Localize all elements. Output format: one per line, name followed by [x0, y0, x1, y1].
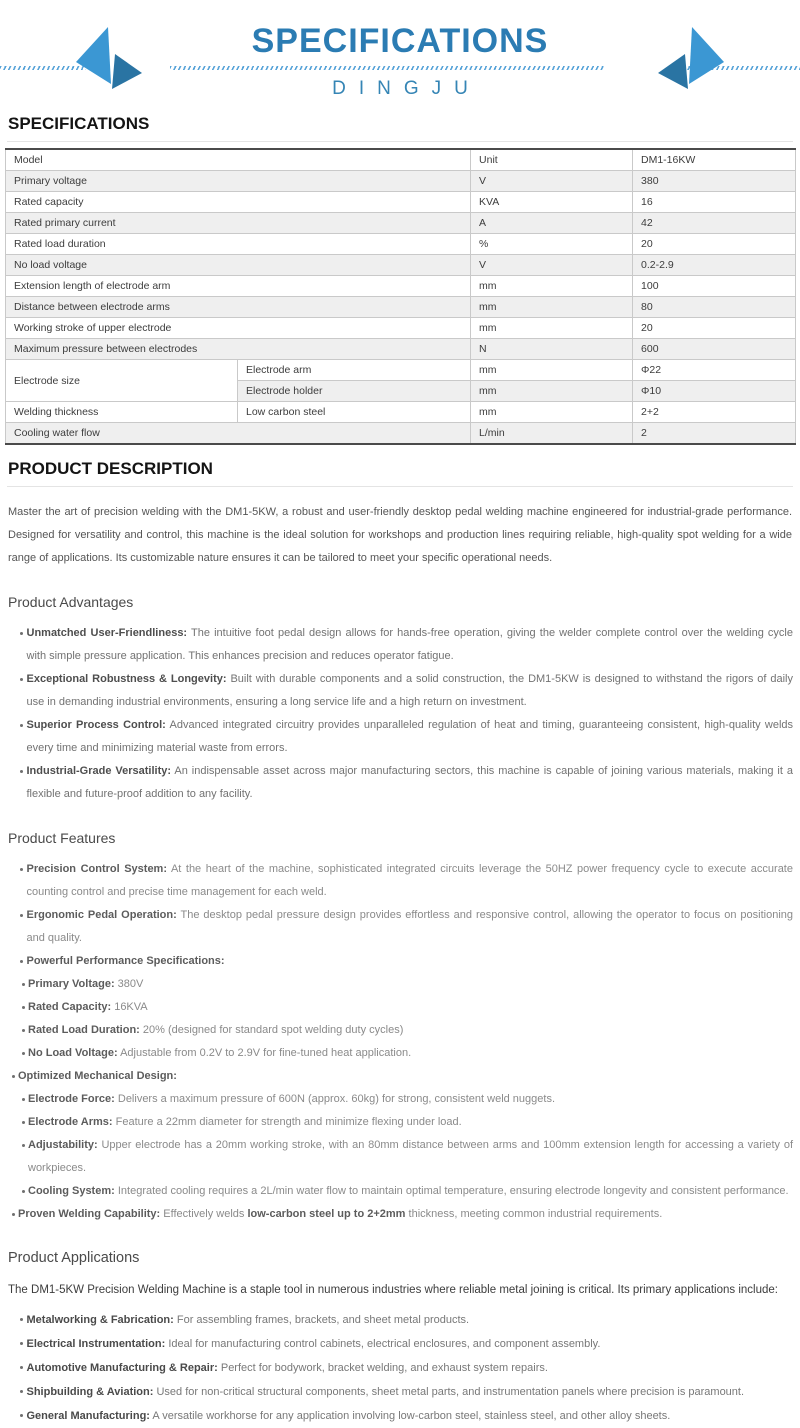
table-cell: mm [471, 318, 633, 339]
table-cell: mm [471, 297, 633, 318]
list-item [7, 1019, 793, 1042]
list-item [7, 1111, 793, 1134]
table-cell: Low carbon steel [238, 402, 471, 423]
bullet-dot-icon [22, 1144, 25, 1147]
table-cell: 42 [633, 213, 796, 234]
table-cell: V [471, 171, 633, 192]
bullet-dot-icon [20, 914, 23, 917]
table-cell: 20 [633, 234, 796, 255]
applications-intro: The DM1-5KW Precision Welding Machine is a staple tool in numerous industries where reliable metal joining is critical. Its primary applications include: [8, 1284, 778, 1296]
table-cell: Extension length of electrode arm [6, 276, 471, 297]
list-item-label: Metalworking & Fabrication: [26, 1314, 174, 1326]
dashed-line-middle [170, 66, 604, 70]
table-cell: 80 [633, 297, 796, 318]
bullet-dot-icon [20, 770, 23, 773]
table-cell: Cooling water flow [6, 423, 471, 445]
table-row [6, 213, 796, 234]
table-cell: Rated primary current [6, 213, 471, 234]
list-item-label: Precision Control System: [26, 863, 168, 875]
bullet-dot-icon [12, 1075, 15, 1078]
list-item-label: Industrial-Grade Versatility: [26, 765, 172, 777]
table-cell: 0.2-2.9 [633, 255, 796, 276]
list-item-label: Superior Process Control: [26, 719, 166, 731]
table-row [6, 318, 796, 339]
list-item [7, 668, 793, 714]
list-item [7, 858, 793, 904]
list-item-label: Unmatched User-Friendliness: [26, 627, 188, 639]
bullet-dot-icon [20, 1366, 23, 1369]
divider-under-description [7, 486, 793, 487]
list-item [7, 1065, 793, 1088]
list-item-label: Primary Voltage: [28, 978, 115, 990]
table-cell: V [471, 255, 633, 276]
description-intro: Master the art of precision welding with the DM1-5KW, a robust and user-friendly desktop pedal welding machine engineered for industrial-grade performance. Designed for versatility and control, this machine is the ideal solution for workshops and production lines requiring reliable, high-quality spot welding for a wide range of applications. Its customizable nature ensures it can be tailored to meet your specific operational needs. [8, 506, 792, 564]
list-item-text: 20% (designed for standard spot welding duty cycles) [139, 1024, 404, 1036]
table-row [6, 149, 796, 171]
table-row [6, 255, 796, 276]
bullet-dot-icon [20, 960, 23, 963]
table-cell: Φ22 [633, 360, 796, 381]
list-item-label: Electrode Arms: [28, 1116, 113, 1128]
table-cell: Working stroke of upper electrode [6, 318, 471, 339]
table-cell: KVA [471, 192, 633, 213]
table-row [6, 402, 796, 423]
list-item-text: The intuitive foot pedal design allows for hands-free operation, giving the welder complete control over the welding cycle with simple pressure application. This enhances precision and reduces operator fatigue. [26, 627, 793, 662]
list-item-label: Shipbuilding & Aviation: [26, 1386, 154, 1398]
table-cell: 100 [633, 276, 796, 297]
table-cell: 16 [633, 192, 796, 213]
specifications-heading: SPECIFICATIONS [8, 114, 150, 133]
banner-title: SPECIFICATIONS [251, 22, 549, 60]
table-cell: Rated load duration [6, 234, 471, 255]
table-row [6, 171, 796, 192]
product-description-heading: PRODUCT DESCRIPTION [8, 459, 213, 478]
page-header [0, 0, 800, 108]
list-item-label: Electrical Instrumentation: [26, 1338, 166, 1350]
table-cell: 2 [633, 423, 796, 445]
table-cell: 2+2 [633, 402, 796, 423]
table-cell: L/min [471, 423, 633, 445]
bullet-dot-icon [22, 1190, 25, 1193]
table-cell: mm [471, 276, 633, 297]
table-cell: Unit [471, 149, 633, 171]
table-cell: Electrode arm [238, 360, 471, 381]
features-list [7, 858, 793, 1226]
table-cell: Electrode holder [238, 381, 471, 402]
list-item-text: Adjustable from 0.2V to 2.9V for fine-tuned heat application. [117, 1047, 412, 1059]
list-item-text: Ideal for manufacturing control cabinets, electrical enclosures, and component assembly. [165, 1338, 601, 1350]
list-item [7, 1308, 793, 1332]
list-item-label: Electrode Force: [28, 1093, 115, 1105]
table-row [6, 297, 796, 318]
table-cell: Model [6, 149, 471, 171]
list-item-label: Optimized Mechanical Design: [18, 1070, 177, 1082]
table-row [6, 339, 796, 360]
bullet-dot-icon [22, 1052, 25, 1055]
list-item [7, 1134, 793, 1180]
list-item [7, 996, 793, 1019]
table-cell: mm [471, 381, 633, 402]
applications-heading: Product Applications [8, 1250, 140, 1266]
spec-table [5, 148, 796, 445]
list-item-label: Rated Load Duration: [28, 1024, 140, 1036]
list-item-label: Proven Welding Capability: [18, 1208, 161, 1220]
list-item-label: General Manufacturing: [26, 1410, 150, 1422]
table-cell: DM1-16KW [633, 149, 796, 171]
bullet-dot-icon [20, 1342, 23, 1345]
table-cell: Primary voltage [6, 171, 471, 192]
list-item-text: Feature a 22mm diameter for strength and minimize flexing under load. [112, 1116, 462, 1128]
list-item [7, 760, 793, 806]
table-cell: Maximum pressure between electrodes [6, 339, 471, 360]
table-cell: 600 [633, 339, 796, 360]
list-item [7, 1088, 793, 1111]
list-item-label: Ergonomic Pedal Operation: [26, 909, 177, 921]
list-item-label: Cooling System: [28, 1185, 115, 1197]
bullet-dot-icon [20, 868, 23, 871]
list-item-text: thickness, meeting common industrial requirements. [405, 1208, 663, 1220]
applications-list [7, 1308, 793, 1428]
list-item-text: Used for non-critical structural components, sheet metal parts, and instrumentation panels where precision is paramount. [153, 1386, 745, 1398]
list-item-text: Built with durable components and a solid construction, the DM1-5KW is designed to withstand the rigors of daily use in demanding industrial environments, ensuring a long service life and a high return on investment. [26, 673, 794, 708]
table-cell: mm [471, 360, 633, 381]
page-content [0, 114, 800, 1428]
bullet-dot-icon [22, 1006, 25, 1009]
table-cell: Electrode size [6, 360, 238, 402]
list-item-label: Powerful Performance Specifications: [26, 955, 225, 967]
list-item-text: Perfect for bodywork, bracket welding, and exhaust system repairs. [217, 1362, 548, 1374]
list-item [7, 973, 793, 996]
list-item-text: Integrated cooling requires a 2L/min water flow to maintain optimal temperature, ensuring electrode longevity and consistent performance. [114, 1185, 789, 1197]
list-item-text: Delivers a maximum pressure of 600N (approx. 60kg) for strong, consistent weld nuggets. [114, 1093, 556, 1105]
divider-under-specifications [7, 141, 793, 142]
list-item [7, 1180, 793, 1203]
list-item-text: For assembling frames, brackets, and sheet metal products. [173, 1314, 470, 1326]
table-row [6, 423, 796, 445]
table-row [6, 234, 796, 255]
bullet-dot-icon [22, 1098, 25, 1101]
table-cell: Rated capacity [6, 192, 471, 213]
list-item [7, 622, 793, 668]
list-item [7, 950, 793, 973]
list-item-label: low-carbon steel up to 2+2mm [247, 1208, 406, 1220]
list-item-text: A versatile workhorse for any application involving low-carbon steel, stainless steel, and other alloy sheets. [149, 1410, 671, 1422]
list-item-text: The desktop pedal pressure design provides effortless and responsive control, allowing the operator to focus on positioning and quality. [26, 909, 793, 944]
list-item-text: At the heart of the machine, sophisticated integrated circuits leverage the 50HZ power frequency cycle to execute accurate counting control and precise time management for each weld. [26, 863, 793, 898]
bullet-dot-icon [12, 1213, 15, 1216]
table-cell: N [471, 339, 633, 360]
bullet-dot-icon [20, 678, 23, 681]
list-item [7, 1203, 793, 1226]
list-item-label: Adjustability: [28, 1139, 98, 1151]
bullet-dot-icon [20, 1390, 23, 1393]
list-item-text: 380V [114, 978, 144, 990]
table-row [6, 360, 796, 381]
table-row [6, 192, 796, 213]
list-item-text: Advanced integrated circuitry provides unparalleled regulation of heat and timing, guaranteeing consistent, high-quality welds every time and minimizing material waste from errors. [26, 719, 794, 754]
list-item-text: Effectively welds [160, 1208, 248, 1220]
bullet-dot-icon [22, 1121, 25, 1124]
brand-name: DINGJU [332, 78, 481, 99]
bullet-dot-icon [22, 1029, 25, 1032]
table-cell: Welding thickness [6, 402, 238, 423]
list-item [7, 1380, 793, 1404]
bullet-dot-icon [22, 983, 25, 986]
table-cell: No load voltage [6, 255, 471, 276]
advantages-heading: Product Advantages [8, 594, 134, 610]
bullet-dot-icon [20, 1414, 23, 1417]
list-item-label: Automotive Manufacturing & Repair: [26, 1362, 218, 1374]
features-heading: Product Features [8, 830, 116, 846]
list-item-label: Exceptional Robustness & Longevity: [26, 673, 227, 685]
list-item [7, 1332, 793, 1356]
table-cell: 20 [633, 318, 796, 339]
bullet-dot-icon [20, 724, 23, 727]
table-cell: mm [471, 402, 633, 423]
table-row [6, 276, 796, 297]
bullet-dot-icon [20, 632, 23, 635]
list-item-label: No Load Voltage: [28, 1047, 118, 1059]
table-cell: Distance between electrode arms [6, 297, 471, 318]
table-cell: A [471, 213, 633, 234]
advantages-list [7, 622, 793, 806]
list-item-text: Upper electrode has a 20mm working stroke, with an 80mm distance between arms and 100mm extension length for accessing a variety of workpieces. [28, 1139, 793, 1174]
table-cell: 380 [633, 171, 796, 192]
list-item-label: Rated Capacity: [28, 1001, 112, 1013]
table-cell: Φ10 [633, 381, 796, 402]
list-item-text: 16KVA [111, 1001, 148, 1013]
table-cell: % [471, 234, 633, 255]
list-item [7, 1042, 793, 1065]
list-item [7, 904, 793, 950]
list-item [7, 1404, 793, 1428]
bullet-dot-icon [20, 1318, 23, 1321]
list-item [7, 1356, 793, 1380]
list-item-text: An indispensable asset across major manufacturing sectors, this machine is capable of joining various materials, making it a flexible and future-proof addition to any facility. [26, 765, 793, 800]
list-item [7, 714, 793, 760]
